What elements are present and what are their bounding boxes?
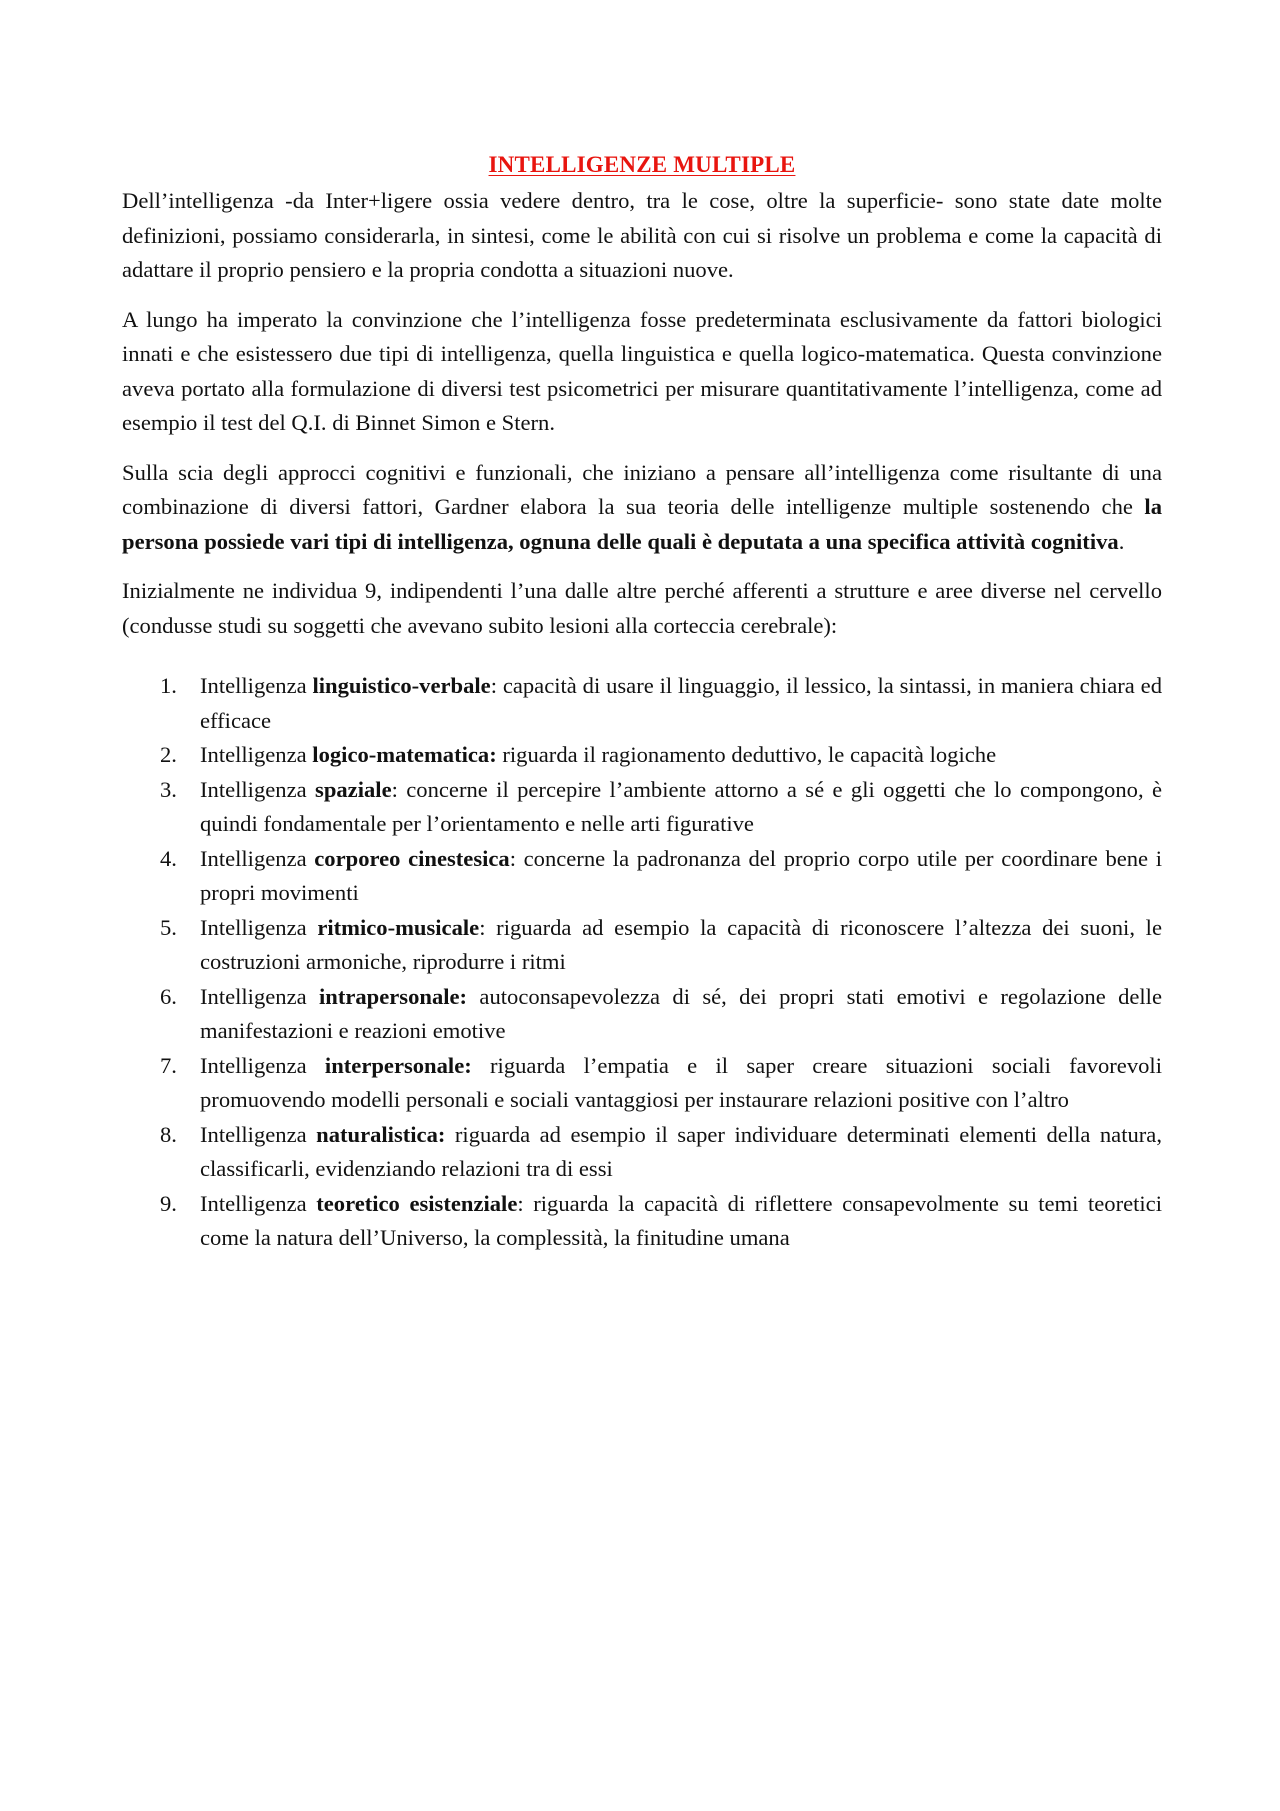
list-item [122,669,1162,738]
list-item-number: 4. [160,845,177,871]
document-title: INTELLIGENZE MULTIPLE [488,152,796,177]
list-item-prefix: Intelligenza [200,673,313,698]
list-item-prefix: Intelligenza [200,914,318,940]
list-item [122,911,1162,980]
list-item-prefix: Intelligenza [200,983,319,1009]
list-item-prefix: Intelligenza [200,1121,317,1147]
list-item-number: 3. [160,776,177,802]
list-item [122,980,1162,1049]
paragraph-gardner-text: Sulla scia degli approcci cognitivi e funzionali, che iniziano a pensare all’intelligenza come risultante di una combinazione di diversi fattori, Gardner elabora la sua teoria delle intelligenze multiple sostenendo che [122,459,1162,519]
list-item-description: : capacità di usare il linguaggio, il lessico, la sintassi, in maniera chiara ed efficace [200,673,1162,733]
list-item-term: naturalistica: [316,1121,446,1147]
list-item-prefix: Intelligenza [200,1052,325,1078]
paragraph-history: A lungo ha imperato la convinzione che l’intelligenza fosse predeterminata esclusivamente da fattori biologici innati e che esistessero due tipi di intelligenza, quella linguistica e quella logico-matematica. Questa convinzione aveva portato alla formulazione di diversi test psicometrici per misurare quantitativamente l’intelligenza, come ad esempio il test del Q.I. di Binnet Simon e Stern. [122,306,1162,435]
intelligences-list [122,669,1162,1256]
list-item-term: spaziale [315,776,392,802]
list-item [122,1118,1162,1187]
paragraph-gardner [122,456,1162,560]
list-item-prefix: Intelligenza [200,845,315,871]
list-item [122,773,1162,842]
list-item-term: interpersonale: [324,1052,472,1078]
list-item [122,1049,1162,1118]
list-item-number: 1. [160,673,177,698]
list-item-prefix: Intelligenza [200,1190,317,1216]
list-item-description: : riguarda ad esempio la capacità di riconoscere l’altezza dei suoni, le costruzioni armoniche, riprodurre i ritmi [200,914,1162,974]
list-item [122,738,1162,773]
list-item-number: 2. [160,742,177,767]
paragraph-intro-list: Inizialmente ne individua 9, indipendenti l’una dalle altre perché afferenti a strutture e aree diverse nel cervello (condusse studi su soggetti che avevano subito lesioni alla corteccia cerebrale): [122,578,1162,638]
list-item [122,1187,1162,1256]
list-item-description: autoconsapevolezza di sé, dei propri stati emotivi e regolazione delle manifestazioni e reazioni emotive [200,983,1162,1043]
list-item-description: riguarda il ragionamento deduttivo, le capacità logiche [496,742,997,767]
list-item-number: 7. [160,1052,177,1078]
list-item-prefix: Intelligenza [200,776,316,802]
paragraph-gardner-bold: la persona possiede vari tipi di intelligenza, ognuna delle quali è deputata a una specifica attività cognitiva [122,494,1162,554]
list-item-term: linguistico-verbale [312,673,491,698]
list-item-description: riguarda l’empatia e il saper creare situazioni sociali favorevoli promuovendo modelli personali e sociali vantaggiosi per instaurare relazioni positive con l’altro [200,1052,1162,1112]
list-item-term: logico-matematica: [312,742,497,767]
list-item-prefix: Intelligenza [200,742,313,767]
list-item-description: riguarda ad esempio il saper individuare determinati elementi della natura, classificarli, evidenziando relazioni tra di essi [200,1121,1162,1181]
list-item [122,842,1162,911]
list-item-number: 8. [160,1121,177,1147]
list-item-description: : concerne la padronanza del proprio corpo utile per coordinare bene i propri movimenti [200,845,1162,905]
list-item-term: ritmico-musicale [317,914,480,940]
list-item-number: 5. [160,914,177,940]
list-item-term: teoretico esistenziale [316,1190,518,1216]
paragraph-gardner-end: . [1118,528,1125,554]
list-item-term: intrapersonale: [318,983,468,1009]
list-item-term: corporeo cinestesica [314,845,510,871]
list-item-number: 9. [160,1190,177,1216]
paragraph-definition: Dell’intelligenza -da Inter+ligere ossia vedere dentro, tra le cose, oltre la superficie- sono state date molte definizioni, possiamo considerarla, in sintesi, come le abilità con cui si risolve un problema e come la capacità di adattare il proprio pensiero e la propria condotta a situazioni nuove. [122,188,1162,282]
list-item-description: : concerne il percepire l’ambiente attorno a sé e gli oggetti che lo compongono, è quindi fondamentale per l’orientamento e nelle arti figurative [200,776,1162,836]
list-item-number: 6. [160,983,177,1009]
list-item-description: : riguarda la capacità di riflettere consapevolmente su temi teoretici come la natura dell’Universo, la complessità, la finitudine umana [200,1190,1162,1250]
document-page [122,148,1162,1256]
